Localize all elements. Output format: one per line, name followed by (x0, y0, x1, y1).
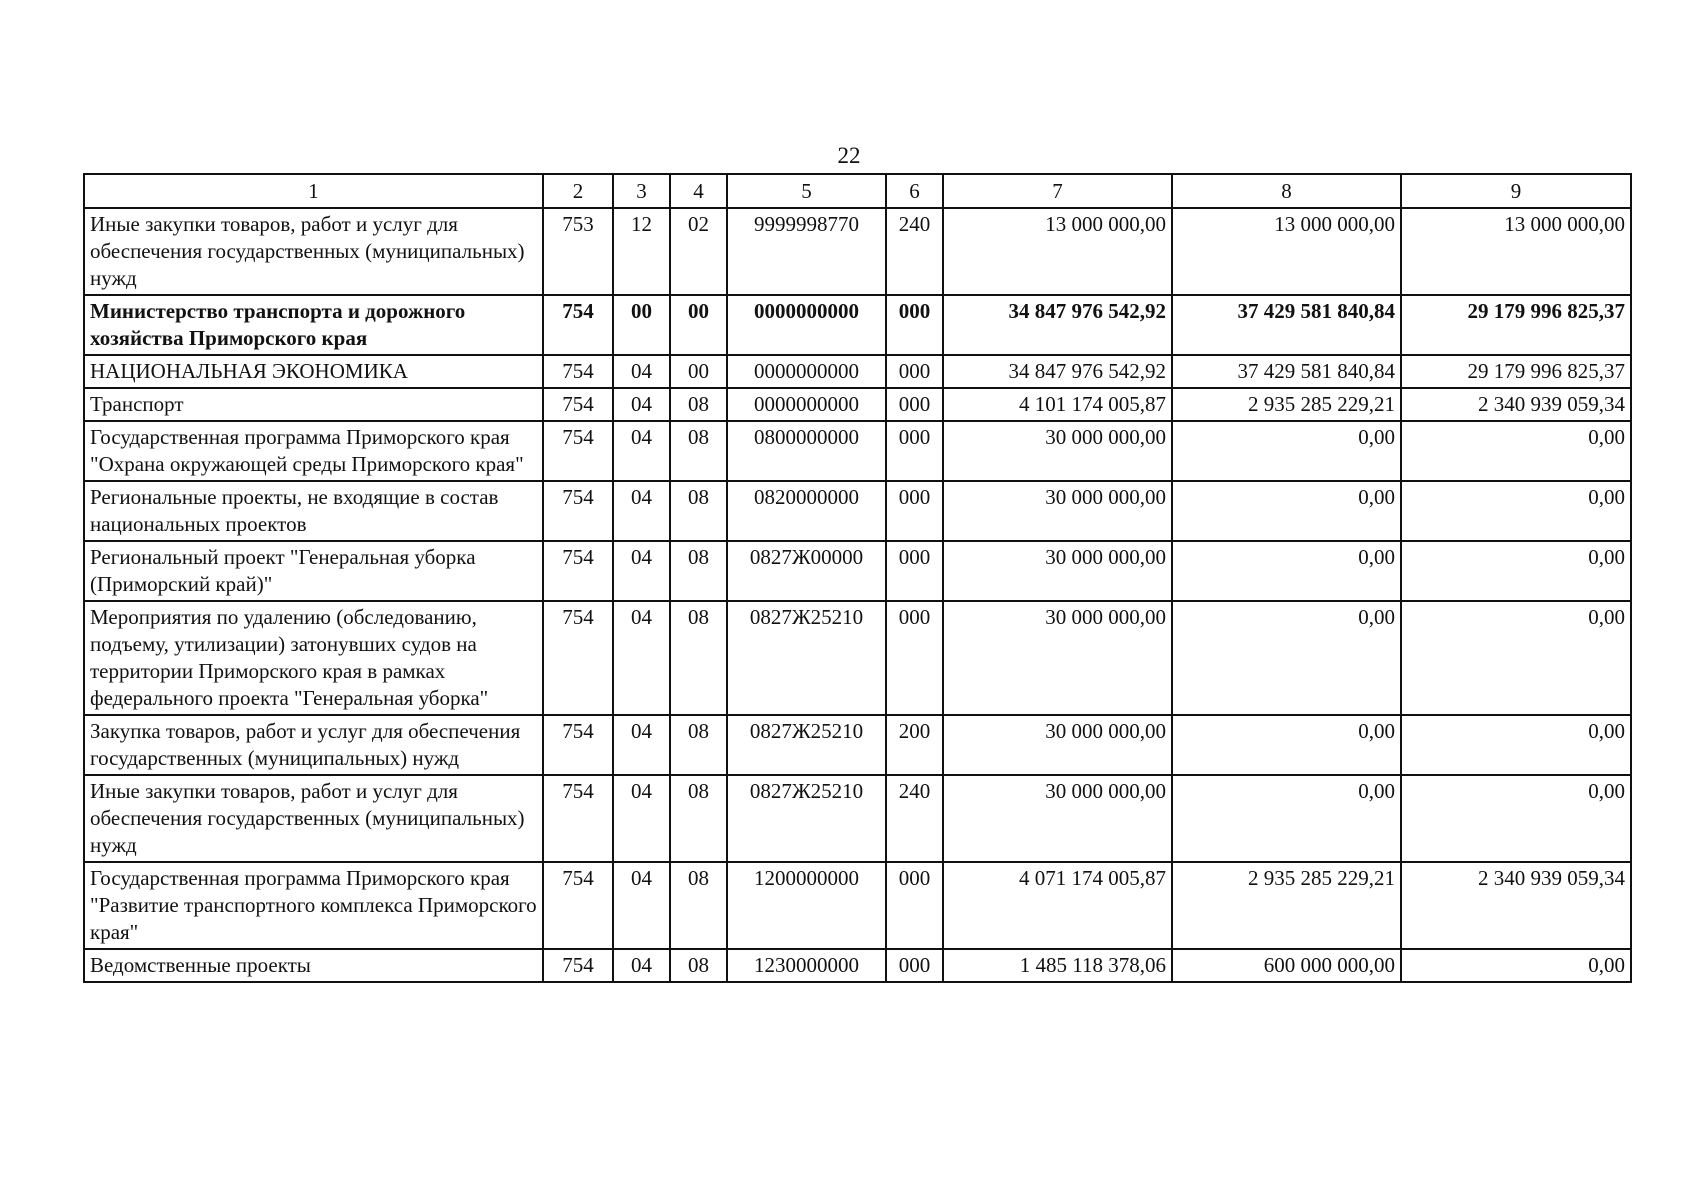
code-cell-3: 04 (613, 421, 670, 481)
amount-cell-7: 30 000 000,00 (943, 541, 1172, 601)
code-cell-6: 000 (886, 949, 943, 982)
code-cell-4: 08 (670, 715, 727, 775)
code-cell-5: 0827Ж25210 (727, 715, 886, 775)
amount-cell-9: 0,00 (1401, 481, 1631, 541)
table-row (84, 481, 1631, 541)
code-cell-2: 754 (543, 715, 613, 775)
column-header: 1 (84, 174, 543, 208)
code-cell-3: 04 (613, 355, 670, 388)
amount-cell-8: 0,00 (1172, 481, 1401, 541)
amount-cell-7: 30 000 000,00 (943, 775, 1172, 862)
amount-cell-8: 0,00 (1172, 601, 1401, 715)
code-cell-4: 08 (670, 775, 727, 862)
code-cell-6: 000 (886, 355, 943, 388)
table-row (84, 388, 1631, 421)
code-cell-4: 08 (670, 481, 727, 541)
column-header: 3 (613, 174, 670, 208)
code-cell-4: 08 (670, 421, 727, 481)
row-name-cell: Региональный проект "Генеральная уборка (Приморский край)" (84, 541, 543, 601)
column-header: 5 (727, 174, 886, 208)
table-row (84, 862, 1631, 949)
amount-cell-9: 29 179 996 825,37 (1401, 355, 1631, 388)
code-cell-2: 754 (543, 601, 613, 715)
row-name-cell: Мероприятия по удалению (обследованию, подъему, утилизации) затонувших судов на территории Приморского края в рамках федерального проекта "Генеральная уборка" (84, 601, 543, 715)
code-cell-4: 08 (670, 949, 727, 982)
amount-cell-9: 2 340 939 059,34 (1401, 388, 1631, 421)
code-cell-2: 754 (543, 775, 613, 862)
amount-cell-7: 34 847 976 542,92 (943, 355, 1172, 388)
code-cell-4: 08 (670, 862, 727, 949)
code-cell-5: 0827Ж00000 (727, 541, 886, 601)
code-cell-2: 754 (543, 421, 613, 481)
code-cell-4: 08 (670, 541, 727, 601)
code-cell-3: 04 (613, 388, 670, 421)
table-row (84, 295, 1631, 355)
code-cell-6: 000 (886, 862, 943, 949)
code-cell-3: 04 (613, 601, 670, 715)
code-cell-6: 240 (886, 208, 943, 295)
amount-cell-7: 30 000 000,00 (943, 601, 1172, 715)
amount-cell-9: 13 000 000,00 (1401, 208, 1631, 295)
amount-cell-7: 34 847 976 542,92 (943, 295, 1172, 355)
table-row (84, 208, 1631, 295)
amount-cell-8: 0,00 (1172, 421, 1401, 481)
code-cell-6: 000 (886, 541, 943, 601)
code-cell-5: 0827Ж25210 (727, 601, 886, 715)
amount-cell-8: 37 429 581 840,84 (1172, 355, 1401, 388)
code-cell-2: 754 (543, 481, 613, 541)
code-cell-3: 04 (613, 481, 670, 541)
code-cell-2: 754 (543, 388, 613, 421)
row-name-cell: Закупка товаров, работ и услуг для обеспечения государственных (муниципальных) нужд (84, 715, 543, 775)
code-cell-3: 04 (613, 715, 670, 775)
code-cell-3: 04 (613, 862, 670, 949)
amount-cell-7: 13 000 000,00 (943, 208, 1172, 295)
amount-cell-8: 2 935 285 229,21 (1172, 388, 1401, 421)
amount-cell-7: 4 071 174 005,87 (943, 862, 1172, 949)
amount-cell-9: 0,00 (1401, 421, 1631, 481)
amount-cell-8: 0,00 (1172, 541, 1401, 601)
code-cell-4: 02 (670, 208, 727, 295)
amount-cell-9: 2 340 939 059,34 (1401, 862, 1631, 949)
column-header: 7 (943, 174, 1172, 208)
code-cell-6: 000 (886, 421, 943, 481)
table-row (84, 775, 1631, 862)
code-cell-5: 0000000000 (727, 295, 886, 355)
row-name-cell: Государственная программа Приморского края "Развитие транспортного комплекса Приморского края" (84, 862, 543, 949)
row-name-cell: Региональные проекты, не входящие в состав национальных проектов (84, 481, 543, 541)
table-row (84, 541, 1631, 601)
code-cell-3: 04 (613, 775, 670, 862)
column-header: 6 (886, 174, 943, 208)
row-name-cell: Транспорт (84, 388, 543, 421)
amount-cell-9: 0,00 (1401, 541, 1631, 601)
code-cell-5: 0000000000 (727, 388, 886, 421)
code-cell-6: 200 (886, 715, 943, 775)
column-header: 8 (1172, 174, 1401, 208)
code-cell-6: 000 (886, 481, 943, 541)
table-row (84, 355, 1631, 388)
header-row (84, 174, 1631, 208)
amount-cell-8: 0,00 (1172, 775, 1401, 862)
table-row (84, 715, 1631, 775)
code-cell-6: 240 (886, 775, 943, 862)
code-cell-2: 754 (543, 541, 613, 601)
code-cell-3: 04 (613, 541, 670, 601)
code-cell-5: 1230000000 (727, 949, 886, 982)
code-cell-5: 1200000000 (727, 862, 886, 949)
code-cell-5: 9999998770 (727, 208, 886, 295)
row-name-cell: Иные закупки товаров, работ и услуг для обеспечения государственных (муниципальных) нужд (84, 208, 543, 295)
amount-cell-8: 600 000 000,00 (1172, 949, 1401, 982)
row-name-cell: НАЦИОНАЛЬНАЯ ЭКОНОМИКА (84, 355, 543, 388)
budget-table (83, 173, 1632, 983)
amount-cell-9: 0,00 (1401, 949, 1631, 982)
amount-cell-7: 4 101 174 005,87 (943, 388, 1172, 421)
table-row (84, 421, 1631, 481)
amount-cell-8: 37 429 581 840,84 (1172, 295, 1401, 355)
code-cell-2: 754 (543, 355, 613, 388)
code-cell-4: 08 (670, 388, 727, 421)
code-cell-6: 000 (886, 601, 943, 715)
code-cell-2: 754 (543, 295, 613, 355)
code-cell-3: 12 (613, 208, 670, 295)
code-cell-3: 00 (613, 295, 670, 355)
amount-cell-7: 30 000 000,00 (943, 481, 1172, 541)
code-cell-5: 0000000000 (727, 355, 886, 388)
amount-cell-9: 0,00 (1401, 601, 1631, 715)
code-cell-5: 0820000000 (727, 481, 886, 541)
amount-cell-7: 1 485 118 378,06 (943, 949, 1172, 982)
code-cell-4: 00 (670, 295, 727, 355)
row-name-cell: Ведомственные проекты (84, 949, 543, 982)
row-name-cell: Иные закупки товаров, работ и услуг для обеспечения государственных (муниципальных) нужд (84, 775, 543, 862)
code-cell-3: 04 (613, 949, 670, 982)
amount-cell-9: 0,00 (1401, 715, 1631, 775)
code-cell-4: 00 (670, 355, 727, 388)
amount-cell-8: 2 935 285 229,21 (1172, 862, 1401, 949)
code-cell-2: 753 (543, 208, 613, 295)
code-cell-6: 000 (886, 388, 943, 421)
row-name-cell: Государственная программа Приморского края "Охрана окружающей среды Приморского края" (84, 421, 543, 481)
amount-cell-7: 30 000 000,00 (943, 421, 1172, 481)
code-cell-2: 754 (543, 862, 613, 949)
column-header: 2 (543, 174, 613, 208)
amount-cell-7: 30 000 000,00 (943, 715, 1172, 775)
code-cell-4: 08 (670, 601, 727, 715)
amount-cell-8: 0,00 (1172, 715, 1401, 775)
column-header: 4 (670, 174, 727, 208)
code-cell-6: 000 (886, 295, 943, 355)
column-header: 9 (1401, 174, 1631, 208)
amount-cell-8: 13 000 000,00 (1172, 208, 1401, 295)
amount-cell-9: 29 179 996 825,37 (1401, 295, 1631, 355)
row-name-cell: Министерство транспорта и дорожного хозяйства Приморского края (84, 295, 543, 355)
table-row (84, 949, 1631, 982)
code-cell-2: 754 (543, 949, 613, 982)
code-cell-5: 0800000000 (727, 421, 886, 481)
page-number: 22 (837, 143, 861, 168)
amount-cell-9: 0,00 (1401, 775, 1631, 862)
code-cell-5: 0827Ж25210 (727, 775, 886, 862)
table-row (84, 601, 1631, 715)
